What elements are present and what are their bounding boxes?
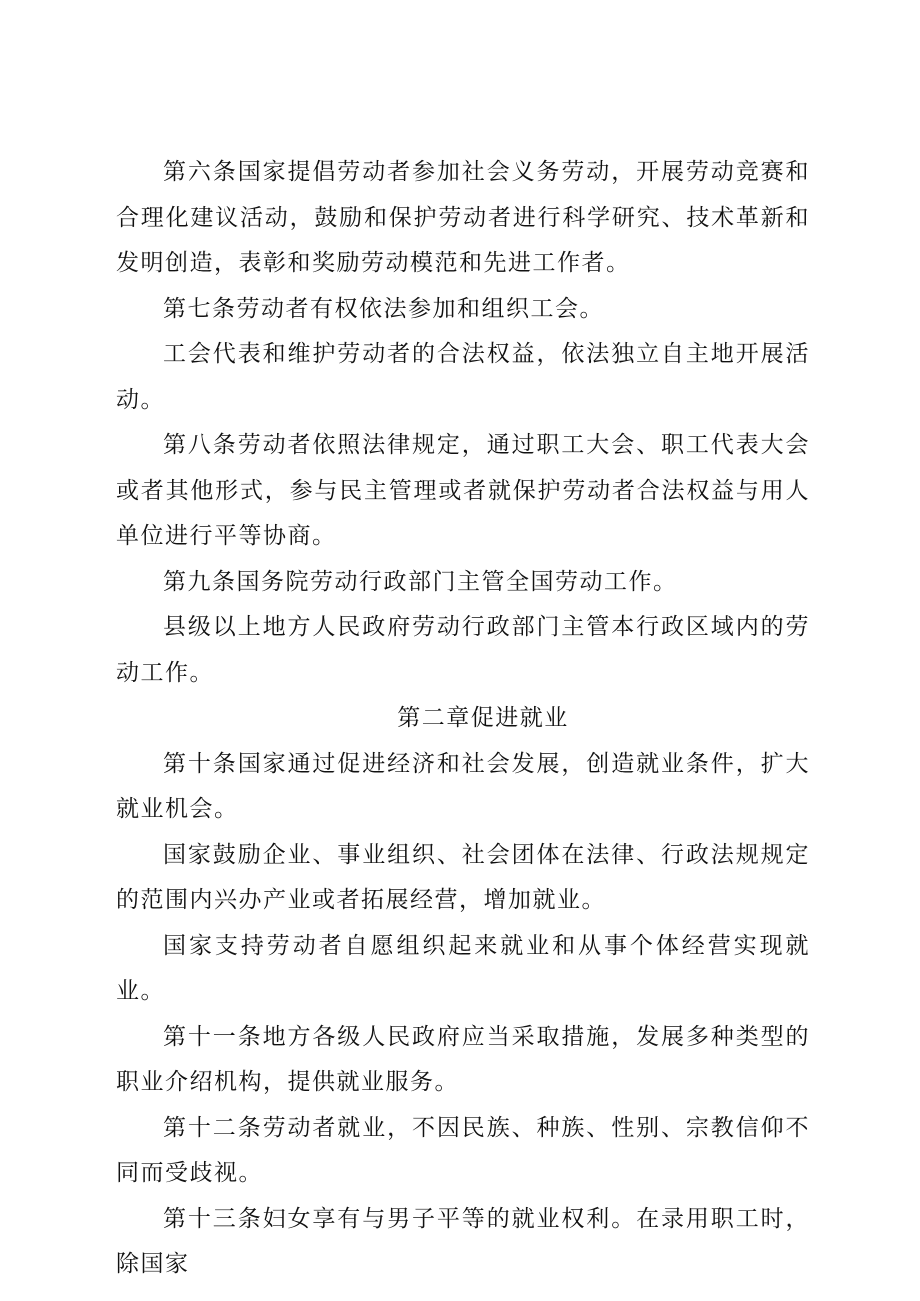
article-10-paragraph: 第十条国家通过促进经济和社会发展，创造就业条件，扩大就业机会。	[116, 750, 810, 822]
article-9-paragraph: 第九条国务院劳动行政部门主管全国劳动工作。	[163, 568, 678, 595]
article-8-paragraph: 第八条劳动者依照法律规定，通过职工大会、职工代表大会或者其他形式，参与民主管理或者就保护劳动者合法权益与用人单位进行平等协商。	[116, 432, 810, 549]
encourage-enterprises-paragraph: 国家鼓励企业、事业组织、社会团体在法律、行政法规规定的范围内兴办产业或者拓展经营，增加就业。	[116, 841, 810, 913]
article-12-paragraph: 第十二条劳动者就业，不因民族、种族、性别、宗教信仰不同而受歧视。	[116, 1114, 810, 1186]
article-11-paragraph: 第十一条地方各级人民政府应当采取措施，发展多种类型的职业介绍机构，提供就业服务。	[116, 1023, 810, 1095]
chapter-heading: 第二章促进就业	[397, 705, 569, 731]
article-13-paragraph: 第十三条妇女享有与男子平等的就业权利。在录用职工时，除国家	[116, 1205, 810, 1277]
union-paragraph: 工会代表和维护劳动者的合法权益，依法独立自主地开展活动。	[116, 341, 810, 413]
article-6-paragraph: 第六条国家提倡劳动者参加社会义务劳动，开展劳动竞赛和合理化建议活动，鼓励和保护劳动者进行科学研究、技术革新和发明创造，表彰和奖励劳动模范和先进工作者。	[116, 159, 810, 276]
support-self-employment-paragraph: 国家支持劳动者自愿组织起来就业和从事个体经营实现就业。	[116, 932, 810, 1004]
article-7-paragraph: 第七条劳动者有权依法参加和组织工会。	[163, 295, 604, 322]
county-level-paragraph: 县级以上地方人民政府劳动行政部门主管本行政区域内的劳动工作。	[116, 614, 810, 686]
document-body	[116, 150, 810, 1288]
